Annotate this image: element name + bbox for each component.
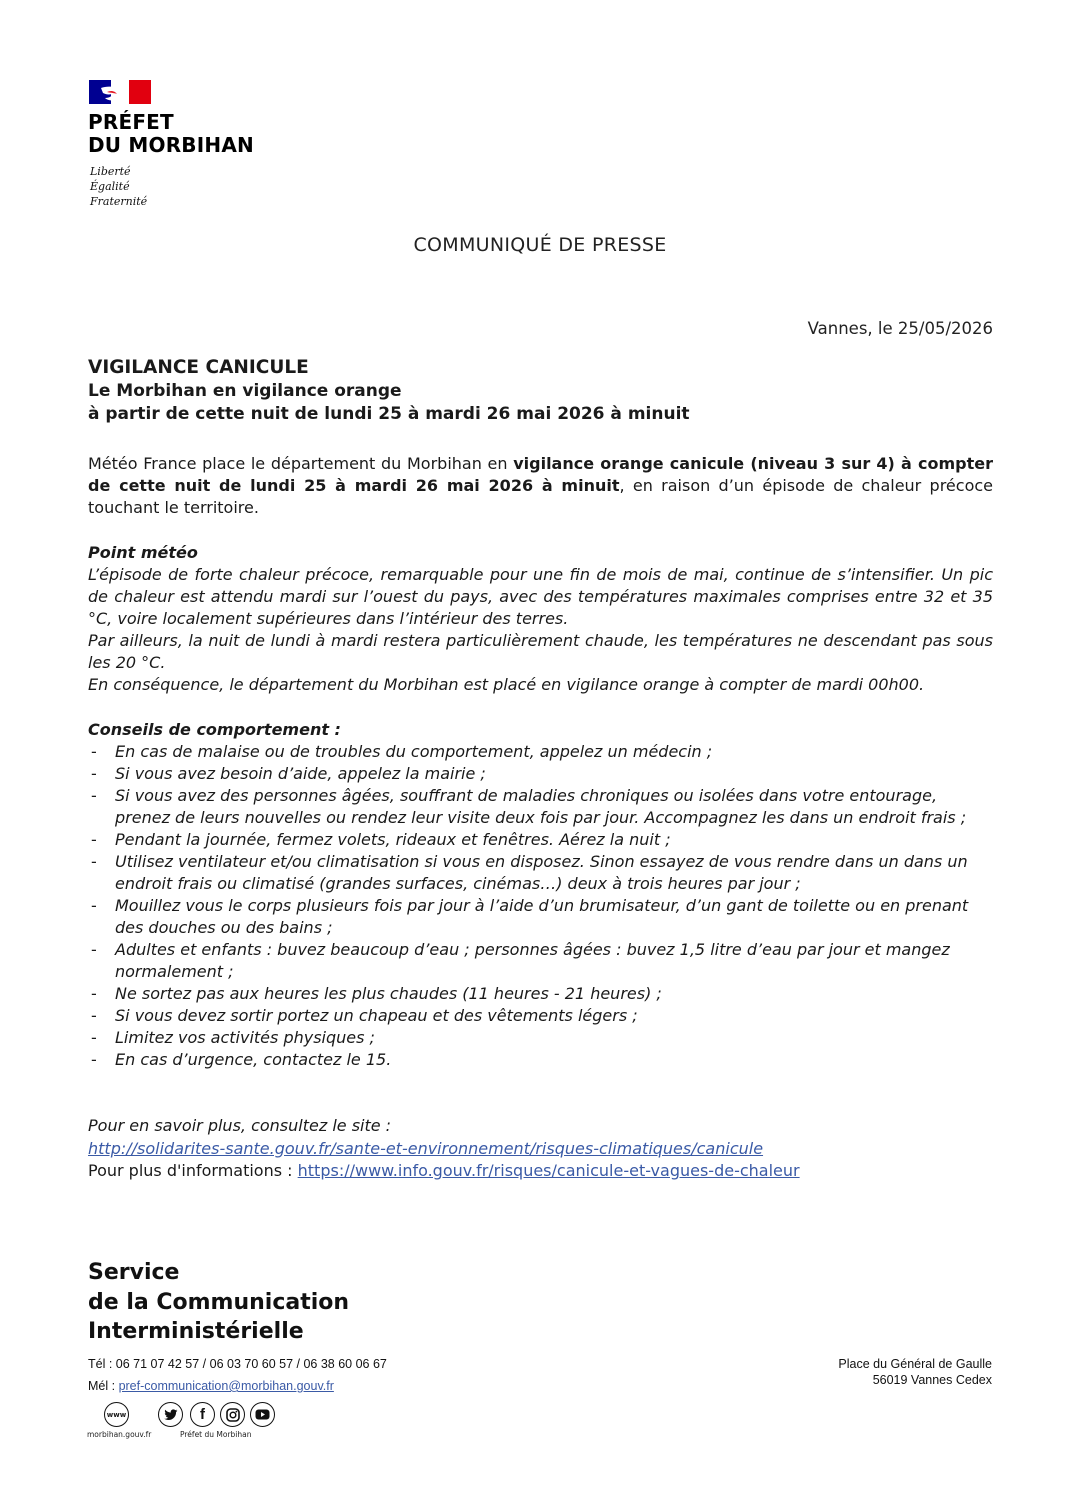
motto-egalite: Égalité (90, 180, 130, 193)
date-line: Vannes, le 25/05/2026 (807, 319, 993, 338)
www-label: morbihan.gouv.fr (87, 1430, 152, 1439)
republic-motto (90, 164, 147, 209)
advice-title: Conseils de comportement : (88, 720, 341, 739)
intro-text-2: , en raison d’un épisode de chaleur précoce touchant le territoire. (88, 476, 994, 517)
youtube-play-icon (255, 1409, 270, 1420)
email-link[interactable]: pref-communication@morbihan.gouv.fr (118, 1379, 334, 1393)
mail-label: Mél : (88, 1379, 119, 1393)
motto-fraternite: Fraternité (90, 195, 148, 208)
intro-paragraph (88, 453, 993, 519)
address-line-1: Place du Général de Gaulle (838, 1357, 992, 1371)
advice-item: - En cas de malaise ou de troubles du comportement, appelez un médecin ; (88, 741, 993, 763)
phone-numbers: Tél : 06 71 07 42 57 / 06 03 70 60 57 / 06 38 60 06 67 (88, 1357, 387, 1371)
document-type: COMMUNIQUÉ DE PRESSE (413, 234, 667, 256)
contact-block (88, 1353, 387, 1397)
headline (88, 355, 998, 426)
meteo-paragraph-2: Par ailleurs, la nuit de lundi à mardi restera particulièrement chaude, les températures ne descendant pas sous les 20 °C. (88, 631, 993, 672)
advice-section (88, 719, 993, 1071)
marianne-logo (89, 80, 151, 104)
address-line-2: 56019 Vannes Cedex (872, 1373, 992, 1387)
instagram-icon[interactable] (220, 1402, 245, 1427)
intro-text-1: Météo France place le département du Morbihan en (88, 454, 514, 473)
motto-liberte: Liberté (90, 165, 131, 178)
authority-line-2: DU MORBIHAN (88, 133, 254, 157)
solidarites-sante-link[interactable]: http://solidarites-sante.gouv.fr/sante-et-environnement/risques-climatiques/canicule (88, 1138, 764, 1158)
more-info-label: Pour plus d'informations : (88, 1161, 298, 1180)
advice-item: - En cas d’urgence, contactez le 15. (88, 1049, 993, 1071)
service-line-2: de la Communication (88, 1289, 350, 1315)
authority-name (88, 111, 254, 157)
meteo-section (88, 542, 993, 696)
twitter-bird-icon (164, 1409, 178, 1421)
intro-text-bold: vigilance orange canicule (niveau 3 sur 4) à compter de cette nuit de lundi 25 à mardi 26 mai 2026 à minuit (88, 454, 993, 495)
postal-address (838, 1356, 992, 1388)
headline-title: VIGILANCE CANICULE (88, 357, 309, 378)
youtube-icon[interactable] (250, 1402, 275, 1427)
www-icon-text: www (106, 1410, 127, 1419)
advice-item: - Mouillez vous le corps plusieurs fois par jour à l’aide d’un brumisateur, d’un gant de toilette ou en prenant des douches ou des bains ; (88, 895, 993, 939)
advice-item: - Si vous avez des personnes âgées, souffrant de maladies chroniques ou isolées dans votre entourage, prenez de leurs nouvelles ou rendez leur visite deux fois par jour. Accompagnez les dans un endroit frais ; (88, 785, 993, 829)
service-name (88, 1258, 349, 1347)
headline-subtitle-1: Le Morbihan en vigilance orange (88, 381, 402, 401)
headline-subtitle-2: à partir de cette nuit de lundi 25 à mardi 26 mai 2026 à minuit (88, 404, 690, 424)
more-info-intro: Pour en savoir plus, consultez le site : (88, 1116, 392, 1135)
info-gouv-link[interactable]: https://www.info.gouv.fr/risques/canicule-et-vagues-de-chaleur (297, 1161, 800, 1180)
meteo-title: Point météo (88, 543, 198, 562)
advice-item: - Adultes et enfants : buvez beaucoup d’eau ; personnes âgées : buvez 1,5 litre d’eau par jour et mangez normalement ; (88, 939, 993, 983)
service-line-3: Interministérielle (88, 1319, 304, 1344)
marianne-flag-icon (89, 80, 151, 104)
facebook-icon[interactable]: f (190, 1402, 215, 1427)
more-info (88, 1115, 993, 1183)
meteo-paragraph-3: En conséquence, le département du Morbihan est placé en vigilance orange à compter de mardi 00h00. (88, 675, 925, 694)
www-icon[interactable] (104, 1402, 129, 1427)
twitter-icon[interactable] (158, 1402, 183, 1427)
advice-item: - Ne sortez pas aux heures les plus chaudes (11 heures - 21 heures) ; (88, 983, 993, 1005)
advice-item: - Si vous devez sortir portez un chapeau et des vêtements légers ; (88, 1005, 993, 1027)
service-line-1: Service (88, 1260, 180, 1285)
authority-line-1: PRÉFET (88, 110, 174, 134)
advice-item: - Si vous avez besoin d’aide, appelez la mairie ; (88, 763, 993, 785)
instagram-camera-icon (226, 1408, 240, 1422)
meteo-paragraph-1: L’épisode de forte chaleur précoce, remarquable pour une fin de mois de mai, continue de s’intensifier. Un pic de chaleur est attendu mardi sur l’ouest du pays, avec des températures maximales comprises entre 32 et 35 °C, voire localement supérieures dans l’intérieur des terres. (88, 565, 993, 628)
social-label: Préfet du Morbihan (180, 1430, 252, 1439)
advice-item: - Limitez vos activités physiques ; (88, 1027, 993, 1049)
advice-item: - Pendant la journée, fermez volets, rideaux et fenêtres. Aérez la nuit ; (88, 829, 993, 851)
advice-list (88, 741, 993, 1071)
advice-item: - Utilisez ventilateur et/ou climatisation si vous en disposez. Sinon essayez de vous rendre dans un dans un endroit frais ou climatisé (grandes surfaces, cinémas…) deux à trois heures par jour ; (88, 851, 993, 895)
